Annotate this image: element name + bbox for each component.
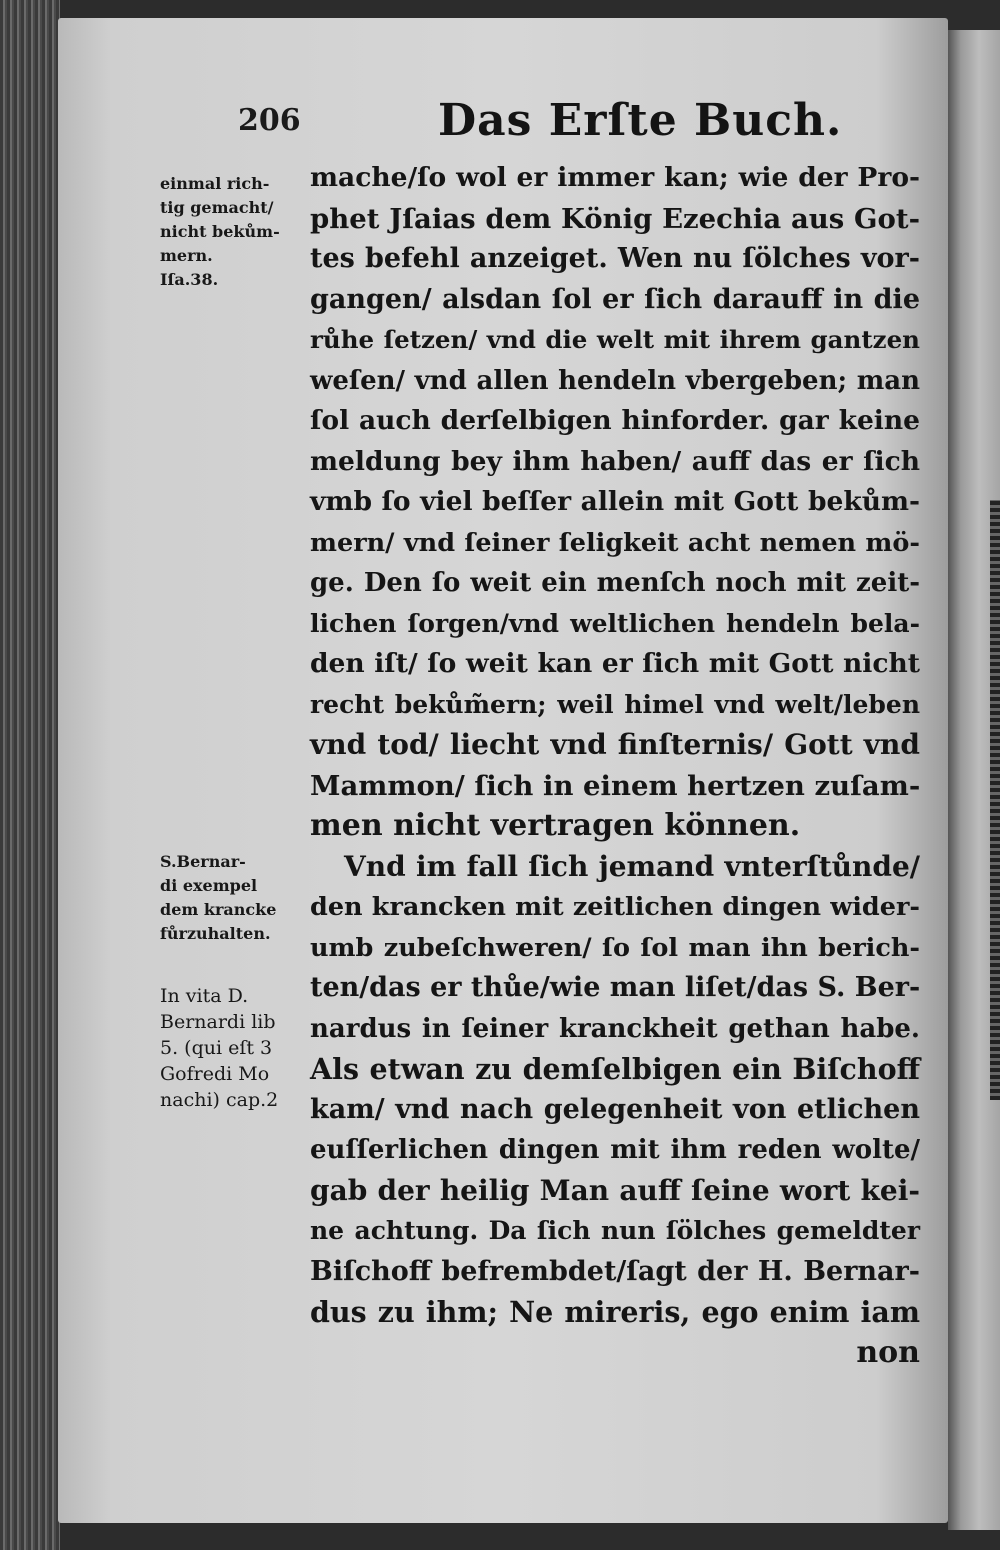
margin-note-line: dem krancke — [160, 900, 277, 919]
text-line: vnd tod/ liecht vnd finſternis/ Gott vnd — [310, 728, 920, 761]
margin-note-line: tig gemacht/ — [160, 198, 274, 217]
margin-note — [160, 850, 305, 946]
text-line: men nicht vertragen können. — [310, 808, 801, 843]
text-line: Vnd im fall ſich jemand vnterſtůnde/ — [344, 849, 920, 883]
text-line: Mammon/ ſich in einem hertzen zuſam- — [310, 769, 921, 802]
text-line: den krancken mit zeitlichen dingen wider- — [310, 892, 920, 922]
margin-note-line: di exempel — [160, 876, 258, 895]
text-line: umb zubeſchweren/ ſo ſol man ihn berich- — [310, 932, 920, 963]
text-line: mern/ vnd ſeiner ſeligkeit acht nemen mö- — [310, 527, 920, 558]
text-line: nardus in ſeiner kranckheit gethan habe. — [310, 1013, 920, 1044]
margin-note-line: S.Bernar- — [160, 852, 246, 871]
margin-note-line: mern. — [160, 246, 213, 265]
text-line: ne achtung. Da ſich nun ſölches gemeldter — [310, 1216, 920, 1245]
text-line: ge. Den ſo weit ein menſch noch mit zeit- — [310, 568, 920, 598]
text-line: lichen ſorgen/vnd weltlichen hendeln bela- — [310, 608, 920, 638]
margin-note-citation — [160, 983, 305, 1113]
book-page-edges — [0, 0, 60, 1550]
margin-note-line: nachi) cap.2 — [160, 1089, 279, 1111]
text-line: dus zu ihm; Ne mireris, ego enim iam — [310, 1295, 920, 1329]
text-line: weſen/ vnd allen hendeln vbergeben; man — [310, 365, 920, 396]
body-text — [310, 158, 920, 1373]
margin-note-line: fůrzuhalten. — [160, 924, 271, 943]
text-line: vmb ſo viel beſſer allein mit Gott bekům- — [310, 486, 920, 517]
facing-page-edges — [990, 500, 1000, 1100]
page-header — [58, 95, 948, 165]
margin-note-line: Bernardi lib — [160, 1011, 276, 1033]
margin-note-line: Iſa.38. — [160, 270, 219, 289]
text-line: Biſchoff befrembdet/ſagt der H. Bernar- — [310, 1255, 920, 1287]
text-line: ten/das er thůe/wie man liſet/das S. Ber- — [310, 972, 921, 1003]
text-line: den iſt/ ſo weit kan er ſich mit Gott nicht — [310, 648, 920, 679]
text-line: kam/ vnd nach gelegenheit von etlichen — [310, 1093, 920, 1125]
text-line: tes befehl anzeiget. Wen nu ſölches vor- — [310, 243, 920, 274]
text-line: mache/ſo wol er immer kan; wie der Pro- — [310, 162, 920, 193]
text-line: ſol auch derſelbigen hinforder. gar keine — [310, 405, 920, 436]
running-title: Das Erſte Buch. — [438, 95, 843, 146]
margin-note-line: In vita D. — [160, 985, 249, 1007]
text-line: Als etwan zu demſelbigen ein Biſchoff — [310, 1052, 920, 1086]
text-line: meldung bey ihm haben/ auff das er ſich — [310, 445, 920, 477]
text-line: růhe ſetzen/ vnd die welt mit ihrem gantzen — [310, 325, 920, 354]
catchword: non — [856, 1334, 920, 1370]
text-line: recht bekům̃ern; weil himel vnd welt/leben — [310, 689, 920, 719]
margin-note-line: Gofredi Mo — [160, 1063, 270, 1085]
margin-note-line: 5. (qui eſt 3 — [160, 1037, 273, 1059]
text-line: phet Jſaias dem König Ezechia aus Got- — [310, 202, 920, 235]
margin-note-line: einmal rich- — [160, 174, 270, 193]
text-line: gab der heilig Man auff ſeine wort kei- — [310, 1173, 920, 1207]
text-line: gangen/ alsdan ſol er ſich darauff in die — [310, 283, 920, 315]
margin-note — [160, 172, 305, 292]
page-number: 206 — [238, 103, 301, 138]
text-line: euſſerlichen dingen mit ihm reden wolte/ — [310, 1135, 920, 1165]
margin-note-line: nicht bekům- — [160, 222, 280, 241]
